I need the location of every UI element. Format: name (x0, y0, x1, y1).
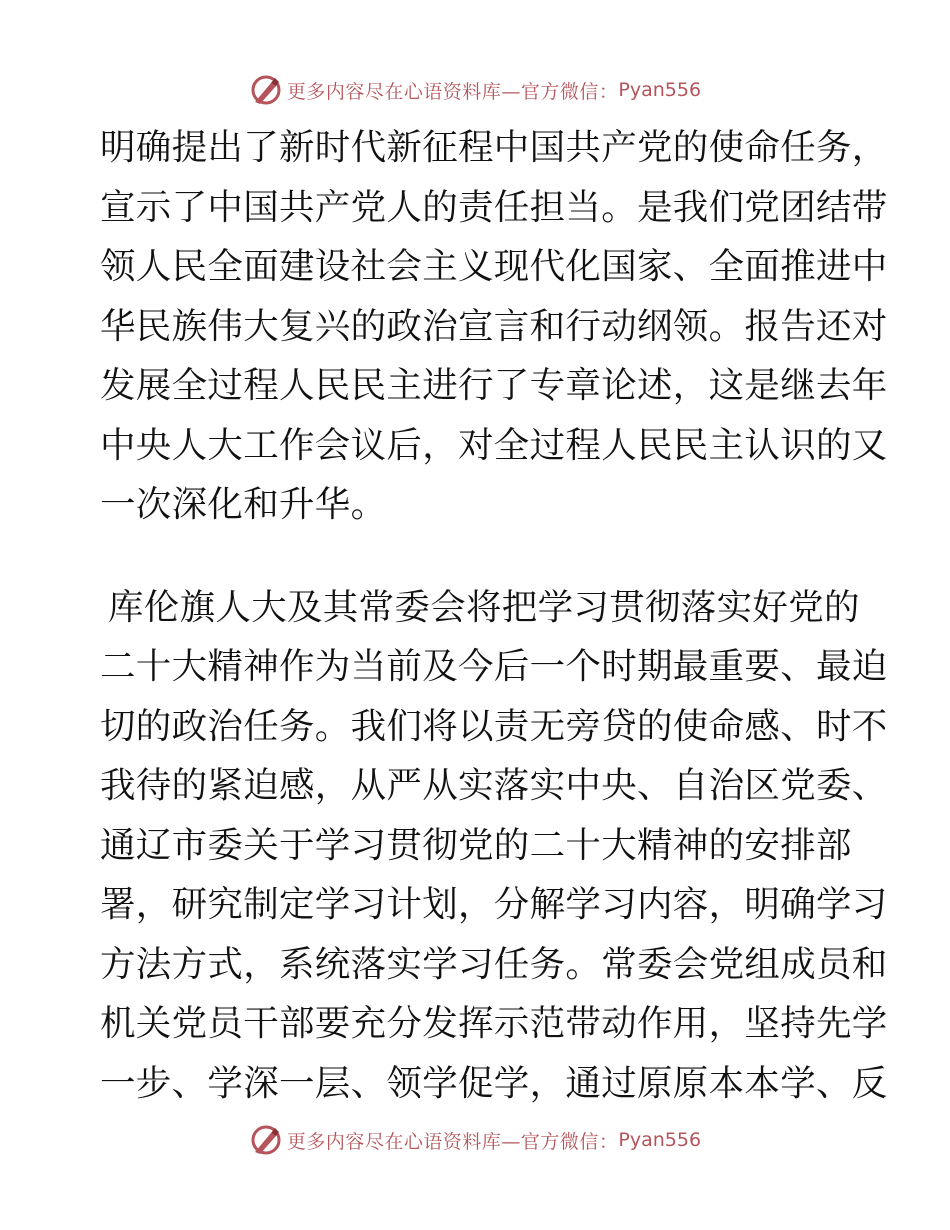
text-line: 华民族伟大复兴的政治宣言和行动纲领。报告还对 (100, 305, 888, 347)
footer-promo-text: 更多内容尽在心语资料库—官方微信： (286, 1130, 619, 1153)
text-line: 中央人大工作会议后，对全过程人民民主认识的又 (100, 424, 888, 466)
text-line: 宣示了中国共产党人的责任担当。是我们党团结带 (100, 186, 888, 228)
text-line: 切的政治任务。我们将以责无旁贷的使命感、时不 (100, 705, 888, 747)
document-body (100, 118, 888, 1173)
text-line: 署，研究制定学习计划，分解学习内容，明确学习 (100, 884, 888, 925)
paragraph-spacer (100, 535, 860, 578)
paragraph-1 (100, 118, 888, 535)
pen-circle-logo-icon (249, 1123, 283, 1157)
text-line: 一步、学深一层、领学促学，通过原原本本学、反 (100, 1062, 888, 1104)
text-line: 一次深化和升华。 (100, 484, 387, 525)
text-line: 库伦旗人大及其常委会将把学习贯彻落实好党的 (108, 586, 860, 628)
text-line: 方法方式，系统落实学习任务。常委会党组成员和 (100, 943, 888, 985)
text-line: 明确提出了新时代新征程中国共产党的使命任务， (100, 127, 888, 168)
footer-wechat-id: Pyan556 (618, 1129, 702, 1151)
text-line: 领人民全面建设社会主义现代化国家、全面推进中 (100, 246, 888, 287)
text-line: 发展全过程人民民主进行了专章论述，这是继去年 (100, 365, 888, 406)
text-line: 我待的紧迫感，从严从实落实中央、自治区党委、 (100, 765, 888, 806)
pen-circle-logo-icon (249, 73, 283, 107)
header-banner (0, 70, 950, 110)
paragraph-2 (100, 578, 888, 1173)
footer-banner (0, 1120, 950, 1160)
text-line: 机关党员干部要充分发挥示范带动作用，坚持先学 (100, 1003, 888, 1044)
header-wechat-id: Pyan556 (618, 79, 702, 101)
text-line: 通辽市委关于学习贯彻党的二十大精神的安排部 (100, 824, 852, 866)
text-line: 二十大精神作为当前及今后一个时期最重要、最迫 (100, 646, 888, 687)
header-promo-text: 更多内容尽在心语资料库—官方微信： (286, 80, 619, 103)
